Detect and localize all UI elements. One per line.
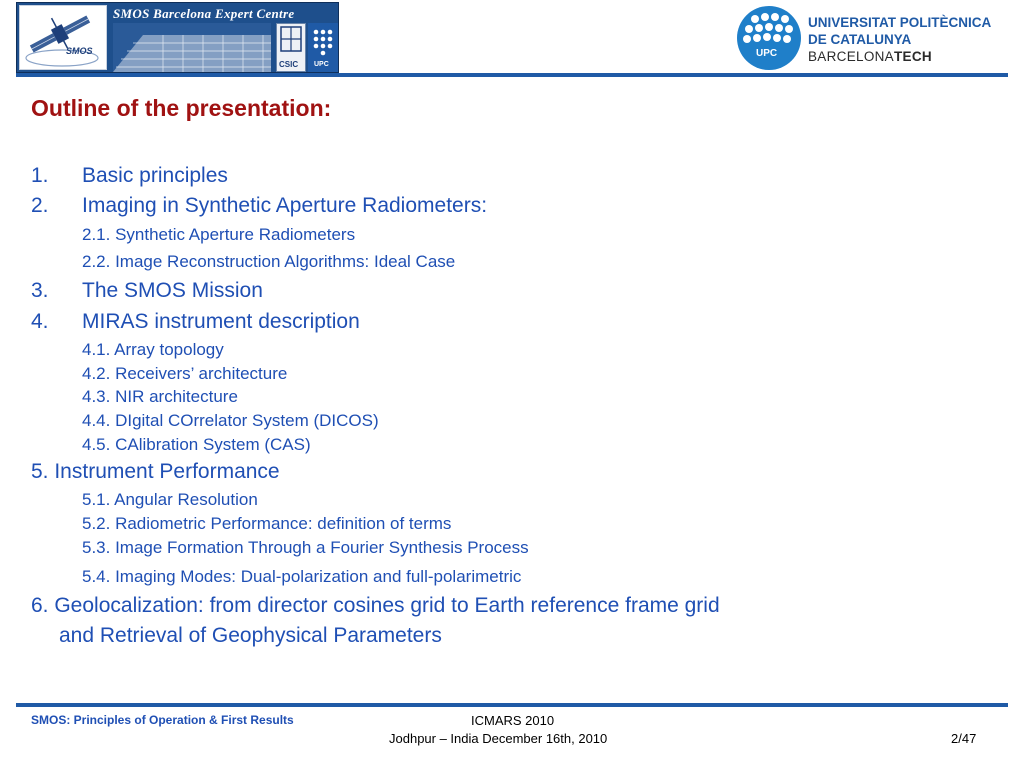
outline-item-6-continued: and Retrieval of Geophysical Parameters — [59, 624, 442, 647]
upc-logo-text: UPC — [756, 48, 778, 59]
university-tech: TECH — [893, 49, 932, 64]
outline-subitem-4-4: 4.4. DIgital COrrelator System (DICOS) — [82, 411, 379, 430]
outline-item-number: 4. — [31, 310, 49, 333]
smos-expert-centre-banner — [16, 2, 339, 73]
header-divider — [16, 73, 1008, 77]
footer-page-number: 2/47 — [951, 731, 977, 746]
smos-satellite-logo — [19, 5, 107, 70]
outline-subitem-4-1: 4.1. Array topology — [82, 340, 224, 359]
smos-logo-text: SMOS — [66, 46, 93, 56]
csic-logo — [276, 23, 306, 72]
footer-place-date: Jodhpur – India December 16th, 2010 — [389, 731, 608, 746]
outline-subitem-4-2: 4.2. Receivers’ architecture — [82, 364, 288, 383]
university-name — [808, 14, 991, 65]
outline-item-text: The SMOS Mission — [82, 279, 263, 302]
outline-subitem-4-5: 4.5. CAlibration System (CAS) — [82, 435, 311, 454]
outline-item-6: 6. Geolocalization: from director cosines grid to Earth reference frame grid — [31, 594, 720, 617]
outline-subitem-4-3: 4.3. NIR architecture — [82, 387, 238, 406]
university-name-line1: UNIVERSITAT POLITÈCNICA — [808, 15, 992, 30]
outline-item-text: MIRAS instrument description — [82, 310, 360, 333]
outline-item-5: 5. Instrument Performance — [31, 460, 280, 483]
footer-divider — [16, 703, 1008, 707]
university-name-line2: DE CATALUNYA — [808, 32, 912, 47]
satellite-icon — [20, 6, 106, 69]
outline-item-number: 2. — [31, 194, 49, 217]
outline-item-text: Imaging in Synthetic Aperture Radiometers: — [82, 194, 488, 217]
outline-subitem-5-1: 5.1. Angular Resolution — [82, 490, 258, 509]
csic-text: CSIC — [279, 60, 299, 69]
outline-subitem-5-4: 5.4. Imaging Modes: Dual-polarization and full-polarimetric — [82, 567, 522, 586]
upc-small-text: UPC — [314, 61, 329, 68]
smos-centre-title: SMOS Barcelona Expert Centre — [113, 6, 295, 21]
upc-university-logo — [735, 5, 803, 71]
university-name-line3 — [808, 48, 991, 65]
upc-emblem-icon — [735, 5, 803, 71]
outline-subitem-5-3: 5.3. Image Formation Through a Fourier Synthesis Process — [82, 538, 529, 557]
footer-presentation-title: SMOS: Principles of Operation & First Results — [31, 713, 294, 727]
outline-item-number: 3. — [31, 279, 49, 302]
outline-subitem-5-2: 5.2. Radiometric Performance: definition of terms — [82, 514, 452, 533]
outline-subitem-2-1: 2.1. Synthetic Aperture Radiometers — [82, 225, 356, 244]
outline-item-number: 1. — [31, 164, 49, 187]
outline-item-text: Basic principles — [82, 164, 228, 187]
footer-conference: ICMARS 2010 — [471, 713, 555, 728]
csic-emblem-icon — [277, 24, 305, 56]
upc-small-logo — [308, 23, 338, 72]
building-illustration — [113, 23, 271, 72]
university-city: BARCELONA — [808, 49, 894, 64]
slide-title: Outline of the presentation: — [31, 95, 332, 121]
outline-subitem-2-2: 2.2. Image Reconstruction Algorithms: Ideal Case — [82, 252, 456, 271]
